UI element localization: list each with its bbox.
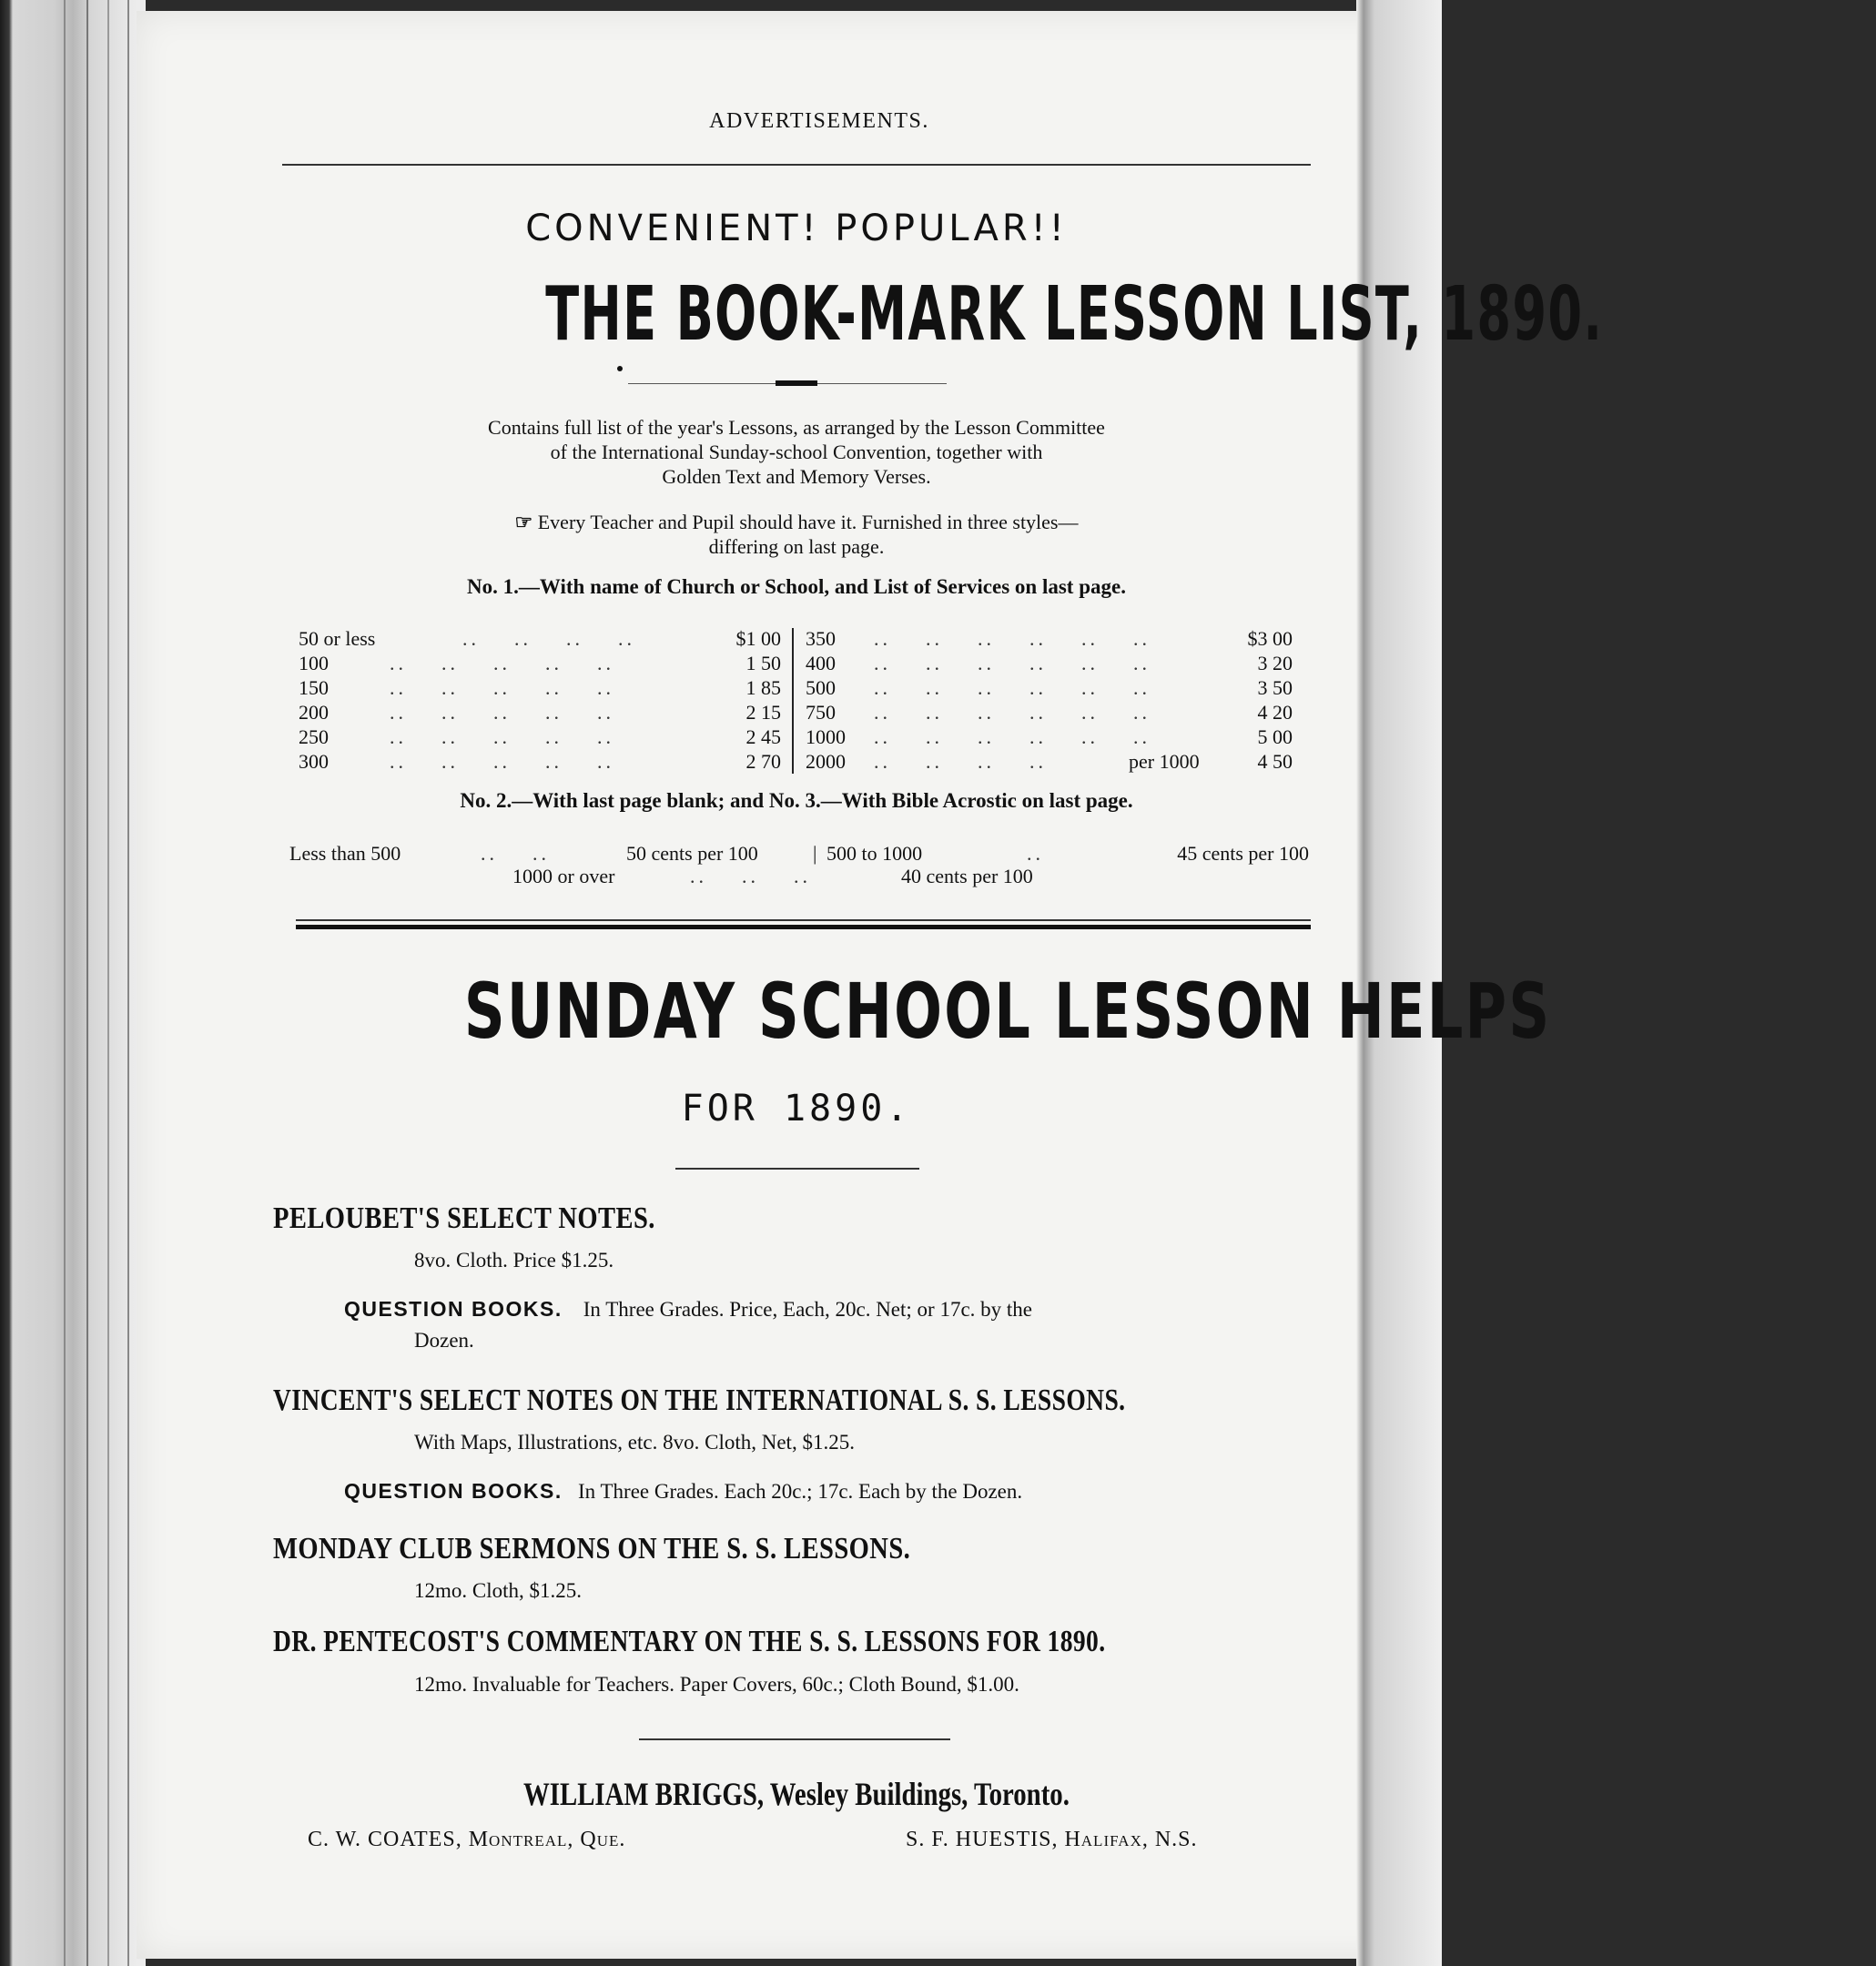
qb-text: In Three Grades. Price, Each, 20c. Net; or 17c. by the [583,1298,1033,1321]
ad2-subtitle: FOR 1890. [681,1088,912,1130]
table-row: 100 .. .. .. .. .. 1 50 [299,652,781,674]
note-line: differing on last page. [708,535,885,558]
page-edge-line [86,0,88,1966]
no2-row: 1000 or over .. .. .. 40 cents per 100 [512,865,1033,887]
description-line: Contains full list of the year's Lessons, as arranged by the Lesson Committee [488,416,1105,439]
ad1-description [319,415,1274,489]
table-row: 500 .. .. .. .. .. .. 3 50 [806,676,1293,699]
agent-halifax: S. F. HUESTIS, Halifax, N.S. [906,1828,1198,1851]
qb-label: QUESTION BOOKS. [344,1297,563,1321]
qty: 500 [806,676,836,699]
item-detail: 8vo. Cloth. Price $1.25. [414,1249,614,1272]
question-books-line [344,1479,1022,1504]
price: 2 70 [745,750,781,773]
item-detail: 12mo. Invaluable for Teachers. Paper Covers, 60c.; Cloth Bound, $1.00. [414,1673,1019,1696]
qty: 250 [299,725,329,748]
price: 3 50 [1257,676,1293,699]
ornament-bar [776,380,817,386]
ornament-dot [617,366,623,371]
qty: 1000 or over [512,865,615,887]
price: 2 15 [745,701,781,724]
qty: 200 [299,701,329,724]
qty: 350 [806,627,836,650]
qty: 300 [299,750,329,773]
price: 45 cents per 100 [1177,842,1309,865]
price: 50 cents per 100 [626,842,758,865]
ad1-note [319,510,1274,559]
qty: Less than 500 [289,842,401,865]
subtitle-rule [675,1168,919,1170]
table-row: 2000 .. .. .. .. per 1000 4 50 [806,750,1293,773]
qty: 500 to 1000 [826,842,923,865]
item-detail: With Maps, Illustrations, etc. 8vo. Cloth, Net, $1.25. [414,1431,855,1454]
item-title: PELOUBET'S SELECT NOTES. [273,1201,655,1235]
header-rule [282,164,1311,166]
price: 40 cents per 100 [901,865,1033,887]
price: 4 20 [1257,701,1293,724]
no2-row: Less than 500 .. .. 50 cents per 100 | 500 to 1000 .. 45 cents per 100 [289,842,1309,865]
qb-label: QUESTION BOOKS. [344,1479,563,1503]
qb-text: In Three Grades. Each 20c.; 17c. Each by the Dozen. [578,1480,1023,1503]
page-edge-line [127,0,129,1966]
pointing-hand-icon: ☞ [514,511,533,533]
price: 1 50 [745,652,781,674]
price: $3 00 [1247,627,1293,650]
description-line: Golden Text and Memory Verses. [662,465,931,488]
ad2-title-wrap [273,967,1552,1058]
question-books-line [344,1297,1318,1322]
item-title: DR. PENTECOST'S COMMENTARY ON THE S. S. LESSONS FOR 1890. [273,1625,1106,1658]
agent-montreal: C. W. COATES, Montreal, Que. [308,1828,626,1851]
ad2-title: SUNDAY SCHOOL LESSON HELPS [463,967,1552,1056]
table-row: 350 .. .. .. .. .. .. $3 00 [806,627,1293,650]
page-edge-line [64,0,66,1966]
price: $1 00 [735,627,781,650]
publisher: WILLIAM BRIGGS, Wesley Buildings, Toronto. [523,1776,1070,1812]
price-note: per 1000 [1129,750,1200,773]
table-row: 300 .. .. .. .. .. 2 70 [299,750,781,773]
item-detail: 12mo. Cloth, $1.25. [414,1579,583,1602]
table-row: 1000 .. .. .. .. .. .. 5 00 [806,725,1293,748]
section-rule [296,919,1311,921]
publisher-wrap [273,1775,1320,1820]
footer-rule [639,1738,950,1740]
table-row: 50 or less .. .. .. .. $1 00 [299,627,781,650]
qb-continuation: Dozen. [414,1329,474,1352]
qty: 750 [806,701,836,724]
price: 2 45 [745,725,781,748]
qty: 400 [806,652,836,674]
qty: 150 [299,676,329,699]
qty: 1000 [806,725,846,748]
page-header: ADVERTISEMENTS. [709,109,929,133]
qty: 50 or less [299,627,376,650]
item-title: VINCENT'S SELECT NOTES ON THE INTERNATIONAL S. S. LESSONS. [273,1383,1126,1417]
price: 3 20 [1257,652,1293,674]
price: 1 85 [745,676,781,699]
ad1-title: THE BOOK-MARK LESSON LIST, 1890. [545,271,1604,358]
table-row: 400 .. .. .. .. .. .. 3 20 [806,652,1293,674]
table-divider [792,628,794,774]
ad1-tagline: CONVENIENT! POPULAR!! [525,208,1068,249]
table-row: 150 .. .. .. .. .. 1 85 [299,676,781,699]
table-row: 200 .. .. .. .. .. 2 15 [299,701,781,724]
price: 5 00 [1257,725,1293,748]
item-title: MONDAY CLUB SERMONS ON THE S. S. LESSONS. [273,1532,911,1566]
table-row: 250 .. .. .. .. .. 2 45 [299,725,781,748]
page-edge-line [107,0,109,1966]
ad1-title-wrap [273,271,1604,358]
description-line: of the International Sunday-school Convention, together with [550,441,1043,463]
no1-left-table [299,626,781,774]
section-rule-thick [296,925,1311,929]
price: 4 50 [1257,750,1293,773]
qty: 100 [299,652,329,674]
no2-heading: No. 2.—With last page blank; and No. 3.—With Bible Acrostic on last page. [460,789,1133,812]
note-line: Every Teacher and Pupil should have it. Furnished in three styles— [537,511,1079,533]
table-row: 750 .. .. .. .. .. .. 4 20 [806,701,1293,724]
qty: 2000 [806,750,846,773]
book-edge [0,0,146,1966]
no1-heading: No. 1.—With name of Church or School, and List of Services on last page. [467,575,1126,598]
no1-right-table [806,626,1293,774]
